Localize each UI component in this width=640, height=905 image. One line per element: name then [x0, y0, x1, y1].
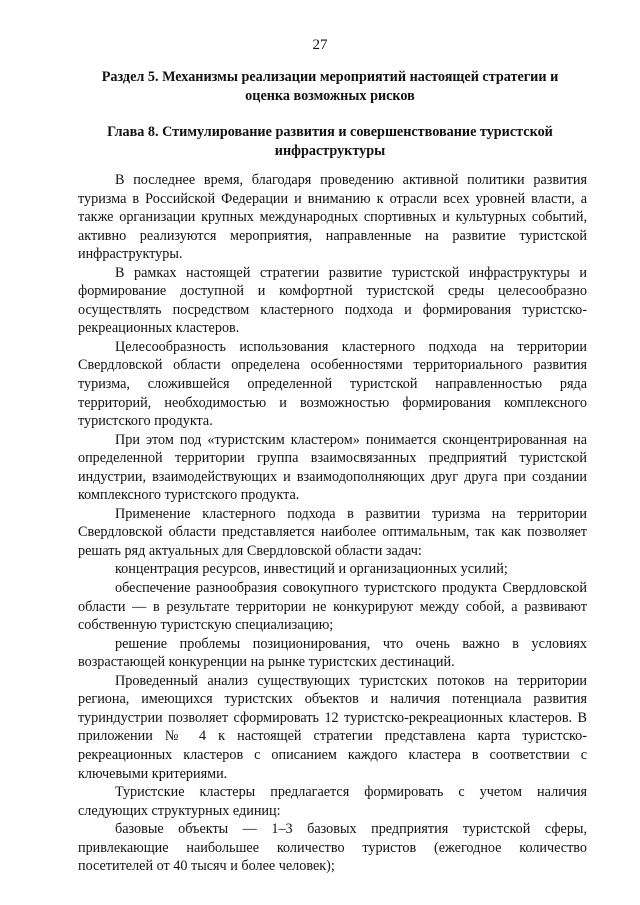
paragraph: Целесообразность использования кластерного подхода на территории Свердловской области определена особенностями территориального развития туризма, сложившейся определенной туристской направленностью ряда территорий, необходимостью и возможностью формирования комплексного туристского продукта.	[78, 338, 587, 430]
body-text	[78, 171, 587, 876]
paragraph: Туристские кластеры предлагается формировать с учетом наличия следующих структурных единиц:	[78, 784, 587, 819]
paragraph: При этом под «туристским кластером» понимается сконцентрированная на определенной территории группа взаимосвязанных предприятий туристской индустрии, взаимодействующих и взаимодополняющих друг друга при создании комплексного туристского продукта.	[78, 431, 587, 504]
page-number: 27	[312, 37, 328, 53]
paragraph: В рамках настоящей стратегии развитие туристской инфраструктуры и формирование доступной и комфортной туристской среды целесообразно осуществлять посредством кластерного подхода и формирования туристско-рекреационных кластеров.	[78, 264, 587, 337]
paragraph: В последнее время, благодаря проведению активной политики развития туризма в Российской Федерации и вниманию к отрасли всех уровней власти, а также организации крупных международных спортивных и культурных событий, активно реализуются мероприятия, направленные на развитие туристской инфраструктуры.	[78, 172, 587, 263]
section-heading: Раздел 5. Механизмы реализации мероприятий настоящей стратегии и оценка возможных рисков	[101, 69, 559, 104]
paragraph: Применение кластерного подхода в развитии туризма на территории Свердловской области представляется наиболее оптимальным, так как позволяет решать ряд актуальных для Свердловской области задач:	[78, 505, 587, 559]
chapter-heading: Глава 8. Стимулирование развития и совершенствование туристской инфраструктуры	[107, 124, 553, 159]
list-item: обеспечение разнообразия совокупного туристского продукта Свердловской области — в результате территории не конкурируют между собой, а развивают собственную туристскую специализацию;	[78, 580, 587, 634]
paragraph: Проведенный анализ существующих туристских потоков на территории региона, имеющихся туристских объектов и наличия потенциала развития туриндустрии позволяет сформировать 12 туристско-рекреационных кластеров. В приложении № 4 к настоящей стратегии представлена карта туристско-рекреационных кластеров с описанием каждого кластера в соответствии с ключевыми критериями.	[78, 672, 587, 782]
list-item: концентрация ресурсов, инвестиций и организационных усилий;	[115, 561, 508, 578]
list-item: базовые объекты — 1–3 базовых предприятия туристской сферы, привлекающие наибольшее количество туристов (ежегодное количество посетителей от 40 тысяч и более человек);	[78, 821, 587, 875]
list-item: решение проблемы позиционирования, что очень важно в условиях возрастающей конкуренции на рынке туристских дестинаций.	[78, 635, 587, 671]
